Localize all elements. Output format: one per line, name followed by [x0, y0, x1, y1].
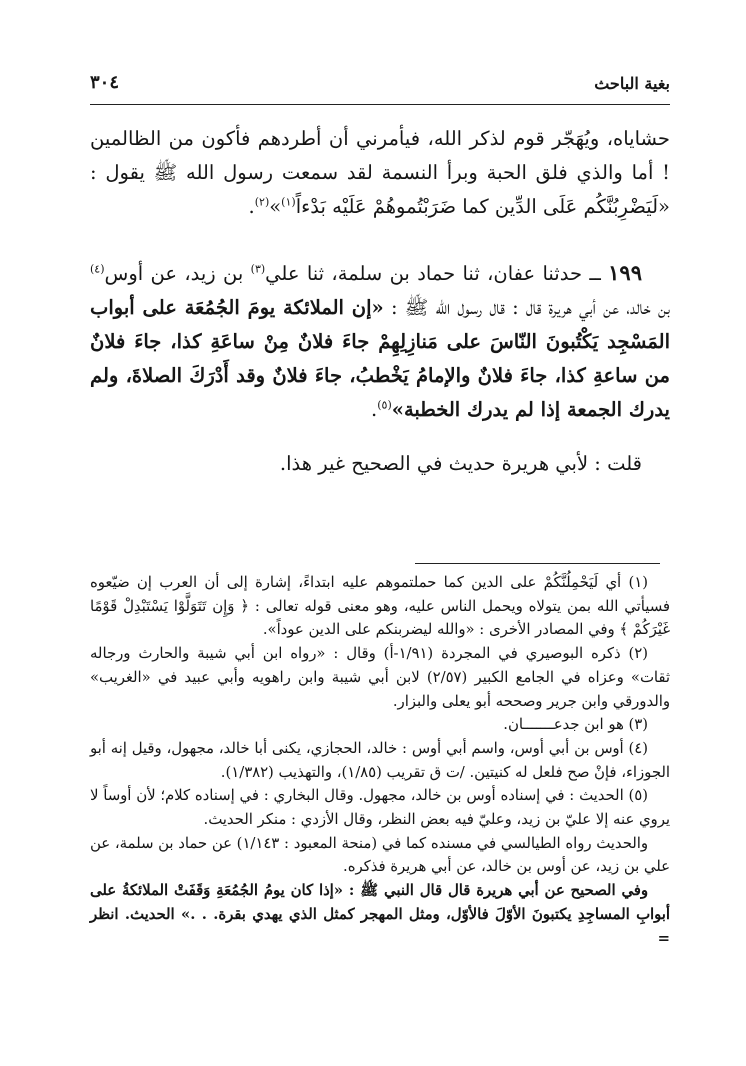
running-title: بغية الباحث: [594, 74, 670, 93]
footnote-text: (١) أي لَيَحْمِلُنَّكُمْ على الدين كما حملتموهم عليه ابتداءً، إشارة إلى أن العرب إن ضيّعوه فسيأتي الله بمن يتولاه ويحمل الناس عليه، وهو معنى قوله تعالى : ﴿ وَإِن تَتَوَلَّوْا يَسْتَبْدِلْ قَوْمًا غَيْرَكُمْ ﴾ وفي المصادر الأخرى : «والله ليضربنكم على الدين عوداً».: [90, 574, 670, 639]
paragraph-continuation: [90, 122, 670, 224]
isnad-text: بن زيد، عن أوس: [104, 262, 251, 285]
footnote-3: [90, 713, 670, 737]
note-text: قلت : لأبي هريرة حديث في الصحيح غير هذا.: [279, 452, 642, 475]
page-header: [90, 70, 670, 104]
quote-close: »: [269, 195, 282, 218]
footnote-ref: (٤): [90, 262, 105, 276]
hadith-paragraph: [90, 256, 670, 427]
footnote-4: [90, 737, 670, 784]
footnote-5-continued-2: [90, 879, 670, 950]
hadith-matn: «إن الملائكة يومَ الجُمُعَة على أبواب المَسْجِد يَكْتُبونَ النّاسَ على مَنازِلِهِمْ جاءَ فلانٌ مِنْ ساعَةِ كذا، جاءَ فلانٌ من ساعةِ كذا، جاءَ فلانٌ والإمامُ يَخْطبُ، جاءَ فلانٌ وقد أَدْرَكَ الصلاةَ، ولم يدرك الجمعة إذا لم يدرك الخطبة»: [90, 296, 670, 421]
full-stop: .: [371, 398, 378, 421]
footnote-text: (٥) الحديث : في إسناده أوس بن خالد، مجهول. وقال البخاري : في إسناده كلام؛ لأن أوساً لا يروي عنه إلا عليّ بن زيد، وعليّ فيه بعض النظر، وقال الأزدي : منكر الحديث.: [90, 787, 670, 829]
footnote-text: (٣) هو ابن جدعـــــــان.: [503, 716, 648, 734]
footnotes: [90, 571, 670, 950]
paragraph-text: حشاياه، ويُهَجّر قوم لذكر الله، فيأمرني أن أطردهم فأكون من الظالمين ! أما والذي فلق الحبة وبرأ النسمة لقد سمعت رسول الله ﷺ يقول : «لَيَضْرِبُنَّكُم عَلَى الدِّين كما ضَرَبْتُموهُمْ عَلَيْه بَدْءاً: [90, 127, 670, 218]
footnote-ref: (٢): [254, 195, 270, 209]
footnote-ref: (٣): [250, 262, 266, 276]
footnote-2: [90, 642, 670, 713]
page-number: ٣٠٤: [90, 72, 120, 93]
footnote-ref: (١): [281, 195, 296, 209]
footnote-text: (٤) أوس بن أبي أوس، واسم أبي أوس : خالد، الحجازي، يكنى أبا خالد، مجهول، وقيل إنه أبو الجوزاء، فإنْ صح فلعل له كنيتين. /ت ق تقريب (١/٨٥)، والتهذيب (١/٣٨٢).: [90, 739, 670, 781]
footnote-divider: [415, 563, 660, 564]
footnote-ref: (٥): [377, 398, 392, 412]
footnote-1: [90, 571, 670, 642]
hadith-number: ١٩٩: [608, 260, 642, 285]
footnote-text: والحديث رواه الطيالسي في مسنده كما في (منحة المعبود : ١/١٤٣) عن حماد بن سلمة، عن علي بن زيد، عن أوس بن خالد، عن أبي هريرة فذكره.: [90, 834, 670, 876]
header-divider: [90, 104, 670, 105]
isnad-text: ــ حدثنا عفان، ثنا حماد بن سلمة، ثنا علي: [265, 262, 601, 285]
footnote-text: وفي الصحيح عن أبي هريرة قال قال النبي ﷺ : «إذا كان يومُ الجُمُعَةِ وَقَفَتْ الملائكةُ على أبوابِ المساجِدِ يكتبونَ الأوّلَ فالأوّل، ومثل المهجر كمثل الذي يهدي بقرة. . .» الحديث. انظر =: [90, 882, 670, 947]
note-paragraph: [90, 447, 670, 481]
footnote-5-continued: [90, 832, 670, 879]
footnote-5: [90, 784, 670, 831]
isnad-text: بن خالد، عن أبي هريرة قال : قال رسول الله ﷺ :: [383, 296, 670, 319]
footnote-text: (٢) ذكره البوصيري في المجردة (١/٩١-أ) وقال : «رواه ابن أبي شيبة والحارث ورجاله ثقات» وعزاه في الجامع الكبير (٢/٥٧) لابن أبي شيبة وابن راهويه وأبي عبيد في «الغريب» والدورقي وابن جرير وصححه أبو يعلى والبزار.: [90, 645, 670, 710]
full-stop: .: [248, 195, 255, 218]
